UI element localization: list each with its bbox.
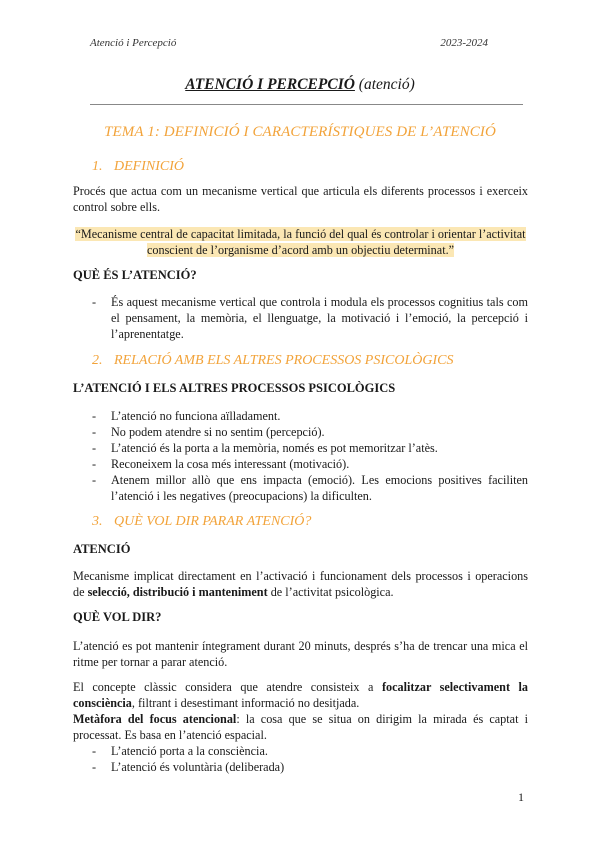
title-main: ATENCIÓ I PERCEPCIÓ [185,76,355,93]
atencio-paragraph [73,568,528,600]
que-vol-dir-paragraph-2 [73,679,528,711]
list-item: - Reconeixem la cosa més interessant (motivació). [92,456,528,472]
list-item: - Atenem millor allò que ens impacta (emoció). Les emocions positives faciliten l’atenció i les negatives (preocupacions) la dificulten. [92,472,528,504]
quote-line-1: “Mecanisme central de capacitat limitada, la funció del qual és controlar i orientar l’activitat [75,227,526,241]
p3-text-bold: Metàfora del focus atencional [73,712,237,726]
section-3-number: 3. [92,514,103,529]
definition-quote [73,226,528,258]
section-2-label: RELACIÓ AMB ELS ALTRES PROCESSOS PSICOLÒGICS [114,353,454,368]
list-item: - L’atenció no funciona aïlladament. [92,408,528,424]
p2-text-a: El concepte clàssic considera que atendre consisteix a [73,680,382,694]
header-left: Atenció i Percepció [90,37,177,49]
tema-heading: TEMA 1: DEFINICIÓ I CARACTERÍSTIQUES DE L’ATENCIÓ [104,124,496,140]
section-3-heading [92,514,311,530]
p2-text-b: , filtrant i desestimant informació no desitjada. [131,696,360,710]
que-vol-dir-list [92,743,528,775]
section-2-heading [92,353,453,369]
section-2-number: 2. [92,353,103,368]
relacio-heading: L’ATENCIÓ I ELS ALTRES PROCESSOS PSICOLÒGICS [73,381,396,395]
title-sub: (atenció) [358,76,415,93]
list-item: - És aquest mecanisme vertical que controla i modula els processos cognitius tals com el pensament, la memòria, el llenguatge, la motivació i l’emoció, la percepció i l’aprenentatge. [92,294,528,342]
que-vol-dir-paragraph-1: L’atenció es pot mantenir íntegrament durant 20 minuts, després s’ha de trencar una mica el ritme per tornar a parar atenció. [73,639,528,669]
atencio-heading: ATENCIÓ [73,542,131,556]
list-item: - No podem atendre si no sentim (percepció). [92,424,528,440]
que-vol-dir-heading: QUÈ VOL DIR? [73,610,162,624]
header-right: 2023-2024 [440,37,488,49]
list-item: - L’atenció és la porta a la memòria, només es pot memoritzar l’atès. [92,440,528,456]
relacio-list [92,408,528,504]
section-1-number: 1. [92,159,103,174]
que-vol-dir-paragraph-3 [73,711,528,743]
section-3-label: QUÈ VOL DIR PARAR ATENCIÓ? [114,514,312,529]
list-item: - L’atenció és voluntària (deliberada) [92,759,528,775]
que-es-heading: QUÈ ÉS L’ATENCIÓ? [73,268,197,282]
atencio-text-b: de l’activitat psicològica. [267,585,394,599]
list-item: - L’atenció porta a la consciència. [92,743,528,759]
quote-line-2: conscient de l’organisme d’acord amb un objectiu determinat.” [146,243,455,257]
page-number: 1 [518,790,524,804]
p2-text-bold: focalitzar selectivament la consciència [73,680,529,710]
que-es-list [92,294,528,342]
definicio-paragraph: Procés que actua com un mecanisme vertical que articula els diferents processos i exerceix control sobre ells. [73,184,528,214]
atencio-text-a: Mecanisme implicat directament en l’activació i funcionament dels processos i operacions de [73,569,528,599]
title-divider [90,104,523,105]
document-title [0,76,600,94]
atencio-text-bold: selecció, distribució i manteniment [87,585,268,599]
p3-text-a: : la cosa que se situa on dirigim la mirada és captat i processat. Es basa en l’atenció espacial. [73,712,528,742]
section-1-heading [92,159,184,175]
section-1-label: DEFINICIÓ [114,159,184,174]
